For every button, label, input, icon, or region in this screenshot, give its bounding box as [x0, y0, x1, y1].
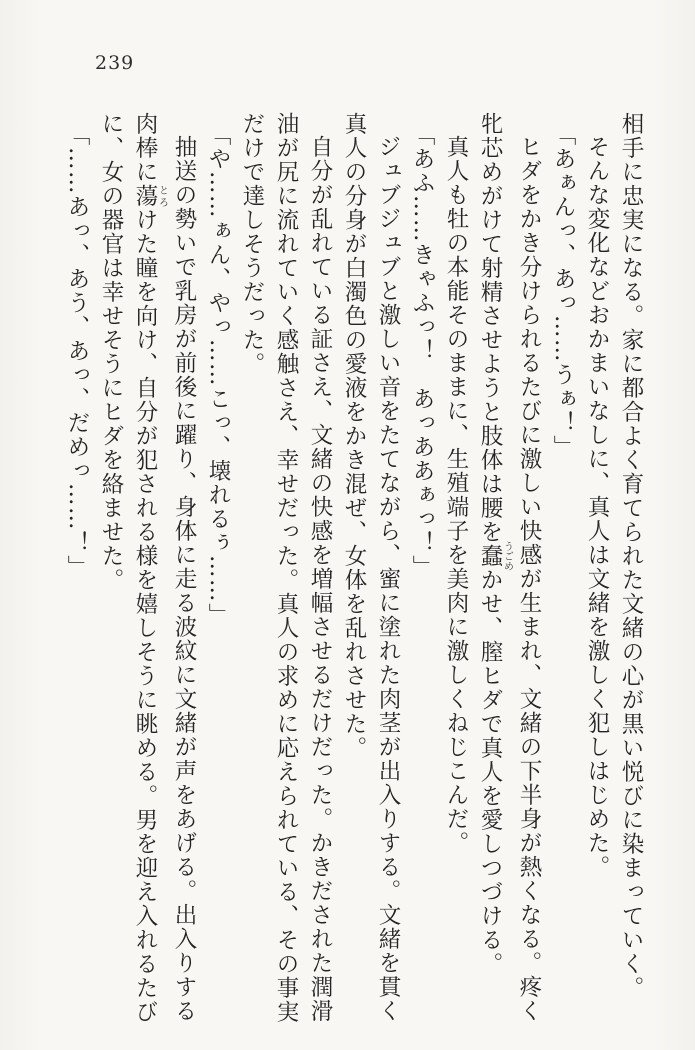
- text-line: そんな変化などおかまいなしに、真人は文緒を激しく犯しはじめた。: [584, 134, 610, 879]
- text-line: 「……あっ、あう、あっ、だめっ……！」: [64, 123, 90, 580]
- text-line: に、女の器官は幸せそうにヒダを絡ませた。: [98, 112, 124, 592]
- page-number: 239: [95, 52, 135, 74]
- text-line: 「あふ……きゃふっ！ あっああぁっ！」: [409, 123, 435, 580]
- text-line: 「や……ぁん、やっ……こっ、壊れるぅ……」: [205, 123, 231, 628]
- text-line: ヒダをかき分けられるたびに激しい快感が生まれ、文緒の下半身が熱くなる。疼く: [516, 134, 542, 1023]
- text-line: 油が尻に流れていく感触さえ、幸せだった。真人の求めに応えられている、その事実: [273, 112, 299, 1024]
- text-line: 相手に忠実になる。家に都合よく育てられた文緒の心が黒い悦びに染まっていく。: [618, 112, 644, 1000]
- text-line: 真人も牡の本能そのままに、生殖端子を美肉に激しくねじこんだ。: [443, 134, 469, 855]
- text-block: [64, 112, 648, 1028]
- text-line: ジュブジュブと激しい音をたてながら、蜜に塗れた肉茎が出入りする。文緒を貫く: [375, 134, 401, 1023]
- text-line: 肉棒に蕩とろけた瞳を向け、自分が犯される様を嬉しそうに眺める。男を迎え入れるたび: [132, 112, 168, 1024]
- ruby-annotated-char: 蠢うごめ: [477, 541, 513, 571]
- text-line: 抽送の勢いで乳房が前後に躍り、身体に走る波紋に文緒が声をあげる。出入りする: [171, 134, 197, 1023]
- text-line: 牝芯めがけて射精させようと肢体は腰を蠢うごめかせ、膣ヒダで真人を愛しつづける。: [477, 112, 513, 976]
- ruby-annotated-char: 蕩とろ: [132, 184, 168, 208]
- text-line: だけで達しそうだった。: [239, 112, 265, 376]
- text-line: 自分が乱れている証さえ、文緒の快感を増幅させるだけだった。かきだされた潤滑: [307, 134, 333, 1023]
- text-line: 「あぁんっ、あっ……うぁ！」: [550, 123, 576, 460]
- text-line: 真人の分身が白濁色の愛液をかき混ぜ、女体を乱れさせた。: [341, 112, 367, 760]
